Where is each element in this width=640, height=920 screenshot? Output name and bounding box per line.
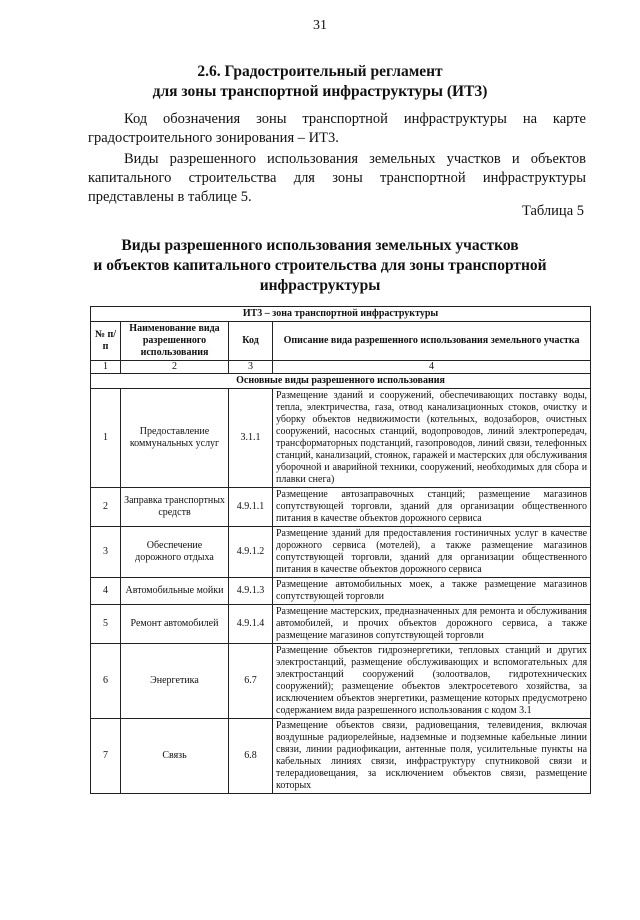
table-title-line-2: и объектов капитального строительства для зоны транспортной	[93, 257, 547, 274]
table-header-row	[91, 322, 591, 361]
row-use-description: Размещение мастерских, предназначенных для ремонта и обслуживания автомобилей, и прочих объектов дорожного сервиса, а также размещение магазинов сопутствующей торговли	[273, 605, 591, 644]
section-title-line-1: 2.6. Градостроительный регламент	[197, 63, 443, 80]
table-label: Таблица 5	[521, 203, 584, 219]
table-header-name: Наименование вида разрешенного использования	[121, 322, 229, 361]
row-use-code: 6.7	[229, 644, 273, 719]
paragraph-zone-code	[88, 110, 586, 148]
table-title	[0, 236, 640, 296]
row-use-code: 4.9.1.4	[229, 605, 273, 644]
page-number: 31	[313, 18, 327, 33]
paragraph-permitted-uses-text: Виды разрешенного использования земельных участков и объектов капитального строительства для зоны транспортной инфраструктуры представлены в таблице 5.	[88, 151, 586, 205]
row-number: 7	[91, 719, 121, 794]
row-use-code: 4.9.1.2	[229, 527, 273, 578]
table-group-header: Основные виды разрешенного использования	[91, 374, 591, 389]
row-use-description: Размещение автомобильных моек, а также размещение магазинов сопутствующей торговли	[273, 578, 591, 605]
row-use-name: Заправка транспортных средств	[121, 488, 229, 527]
row-number: 5	[91, 605, 121, 644]
row-use-name: Обеспечение дорожного отдыха	[121, 527, 229, 578]
paragraph-zone-code-text: Код обозначения зоны транспортной инфраструктуры на карте градостроительного зонирования – ИТ3.	[88, 111, 586, 146]
row-number: 4	[91, 578, 121, 605]
table-group-header-row	[91, 374, 591, 389]
table-zone-header: ИТ3 – зона транспортной инфраструктуры	[91, 307, 591, 322]
table-index-cell: 2	[121, 361, 229, 374]
section-title	[0, 62, 640, 102]
row-use-code: 6.8	[229, 719, 273, 794]
table-index-cell: 3	[229, 361, 273, 374]
table-row	[91, 527, 591, 578]
row-use-name: Автомобильные мойки	[121, 578, 229, 605]
row-number: 1	[91, 389, 121, 488]
table-header-code: Код	[229, 322, 273, 361]
row-use-name: Ремонт автомобилей	[121, 605, 229, 644]
table-header-num: № п/п	[91, 322, 121, 361]
row-number: 2	[91, 488, 121, 527]
table-row	[91, 644, 591, 719]
section-title-line-2: для зоны транспортной инфраструктуры (ИТ3)	[152, 83, 488, 100]
table-row	[91, 578, 591, 605]
row-use-description: Размещение зданий для предоставления гостиничных услуг в качестве дорожного сервиса (мотелей), а также размещение магазинов сопутствующей торговли, зданий для организации общественного питания в качестве объектов дорожного сервиса	[273, 527, 591, 578]
table-zone-header-row	[91, 307, 591, 322]
row-number: 6	[91, 644, 121, 719]
permitted-uses-table	[90, 306, 591, 794]
row-use-name: Энергетика	[121, 644, 229, 719]
table-index-cell: 1	[91, 361, 121, 374]
row-use-code: 4.9.1.3	[229, 578, 273, 605]
table-row	[91, 488, 591, 527]
table-row	[91, 389, 591, 488]
row-use-description: Размещение зданий и сооружений, обеспечивающих поставку воды, тепла, электричества, газа, отвод канализационных стоков, очистку и уборку объектов недвижимости (котельных, водозаборов, очистных сооружений, насосных станций, водопроводов, линий электропередач, трансформаторных подстанций, газопроводов, линий связи, телефонных станций, канализаций, стоянок, гаражей и мастерских для обслуживания уборочной и аварийной техники, сооружений, необходимых для сбора и плавки снега)	[273, 389, 591, 488]
table-header-desc: Описание вида разрешенного использования земельного участка	[273, 322, 591, 361]
row-use-description: Размещение объектов связи, радиовещания, телевидения, включая воздушные радиорелейные, надземные и подземные кабельные линии связи, линии радиофикации, антенные поля, усилительные пункты на кабельных линиях связи, инфраструктуру спутниковой связи и телерадиовещания, за исключением объектов связи, размещение которых	[273, 719, 591, 794]
table-row	[91, 605, 591, 644]
row-number: 3	[91, 527, 121, 578]
row-use-code: 4.9.1.1	[229, 488, 273, 527]
table-row	[91, 719, 591, 794]
row-use-name: Предоставление коммунальных услуг	[121, 389, 229, 488]
table-index-row	[91, 361, 591, 374]
paragraph-permitted-uses	[88, 150, 586, 207]
row-use-name: Связь	[121, 719, 229, 794]
row-use-description: Размещение объектов гидроэнергетики, тепловых станций и других электростанций, размещение обслуживающих и вспомогательных для электростанций сооружений (золоотвалов, гидротехнических сооружений); размещение объектов электросетевого хозяйства, за исключением объектов энергетики, размещение которых предусмотрено содержанием вида разрешенного использования с кодом 3.1	[273, 644, 591, 719]
table-title-line-3: инфраструктуры	[259, 277, 381, 294]
table-index-cell: 4	[273, 361, 591, 374]
table-title-line-1: Виды разрешенного использования земельных участков	[121, 237, 519, 254]
row-use-description: Размещение автозаправочных станций; размещение магазинов сопутствующей торговли, зданий для организации общественного питания в качестве объектов дорожного сервиса	[273, 488, 591, 527]
row-use-code: 3.1.1	[229, 389, 273, 488]
